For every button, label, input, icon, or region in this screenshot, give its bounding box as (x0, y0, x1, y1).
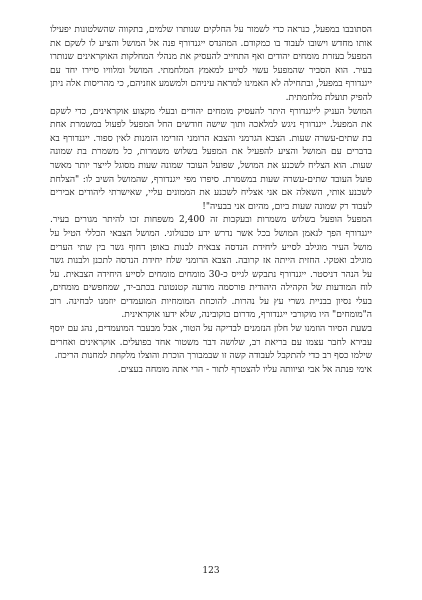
paragraph: בשעת הסיור הוזמנו של חלון הנזמנים לבדיקה על הטור, אבל מבעבר המועמדים, נהג עם יוסף עבירא לחבר עצמו עם בריאת רב, שלושה דבר משטור אחד בפועלים. אוקראינים ואחרים שילמו כסף רב כדי להתקבל לעבודה קשה זו שבמבורך הוכרת והוצלו מלקחת למחנות הריכוז. (50, 324, 372, 362)
page-number: 123 (202, 566, 220, 576)
paragraph: המפעל הופעל בשלוש משמרות ובעקבות זה 2,400 משפחות זכו להיתר מגורים בעיר. ייגנדורף הפך לנאמן המושל בכל אשר נדרש ידע טכנולוגי. המושל הצבאי הכללי הטיל על מושל העיר מוגילב לסייע ליחידת הנדסה צבאית לבנות באופן דחוף גשר בין שתי הערים מוגילב ואטקי. החזית הייתה אז קרובה. הצבא הרומני שלח יחידת הנדסה לתכנן ולבנות גשר על הנהר דניסטר. ייגנדורף נתבקש לגייס כ-30 מומחים מומחים לסייע היחידה הצבאית. על לוח המודעות של הקהילה היהודית פורסמה מודעה קטנטונת בכתב-יד, שמחפשים מומחים, בעלי נסיון בבניית גשרי עץ על נהרות. להוכחת המומחיות המועמדים יוזמנו לבחינה. רוב ה"מומחים" היו מוקורבי ייגנדורף, מדרום בוקובינה, שלא ידעו אוקראינית. (50, 215, 373, 321)
paragraph: הסתובבו במפעל, כנראה כדי לשמור על החלקים שנותרו שלמים, בתקווה שהשלטונות יפעילו אותו מחדש וישובו לעבוד בו כמקודם. המהנדס ייגנדורף פנה אל המושל והציע לו לשקם את המפעל בעזרת מומחים יהודים ואף התחייב להעסיק את מנהלי המחלקות האוקראינים שנותרו בעיר. הוא הסביר שהמפעל עשוי לסייע למאמץ המלחמתי. המושל ומלוויו סיירו יחד עם ייגנדורף במפעל, ובתחילה לא האמינו למראה עיניהם ולמשמע אוזניהם, כי מהריסות אלה ניתן להפיק תועלת מלחמתית. (50, 25, 372, 103)
paragraph: המושל העניק לייגנדורף היתר להעסיק מומחים יהודים ובעלי מקצוע אוקראינים, כדי לשקם את המפעל. ייגנדורף ניגש למלאכה ותוך שישה חודשים החל המפעל לפעול במשמרת אחת בת שתים-עשרה שעות. הצבא הגרמני והצבא הרומני הזרימו הזמנות לאין ספור. ייגנדורף בא בדברים עם המושל והציע להפעיל את המפעל בשלוש משמרות, כל משמרת בת שמונה שעות. הוא הצליח לשכנע את המושל, שפועל העובד שמונה שעות מסוגל לייצר יותר מאשר פועל העובד שתים-עשרה שעות במשמרת. סיפרו מפי ייגנדורף, שהמושל השיב לו: "הצלחת לשכנע אותי, השאלה אם אני אצליח לשכנע את הממונים עליי, שאישרתי ליהודים אבירים לעבוד רק שמונה שעות ביום, מהיום אני בבעיה"! (50, 106, 372, 212)
paragraph: אימי פנתה אל אבי וציוותה עליו להצטרף לתור - הרי אתה מומחה בעצים. (117, 364, 372, 375)
body-text (50, 24, 372, 377)
